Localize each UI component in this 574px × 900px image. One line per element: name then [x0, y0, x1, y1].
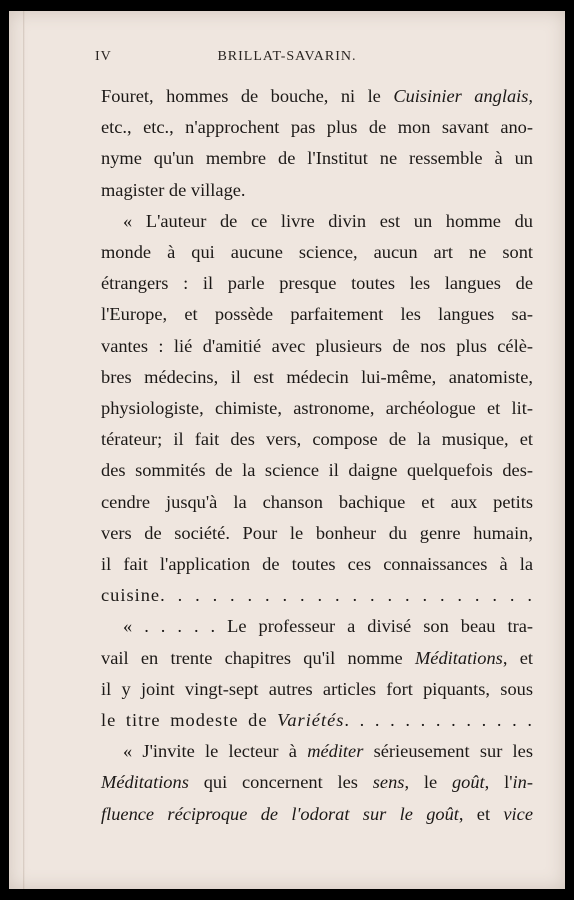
- text-line: fluence réciproque de l'odorat sur le goût, et vice: [101, 803, 533, 824]
- text-line: l'Europe, et possède parfaitement les langues sa-: [101, 304, 533, 325]
- page-fold-shadow: [23, 11, 25, 889]
- text-line: magister de village.: [101, 179, 246, 200]
- text-line: etc., etc., n'approchent pas plus de mon savant ano-: [101, 117, 533, 138]
- text-line: « L'auteur de ce livre divin est un homme du: [123, 210, 533, 231]
- running-title: BRILLAT-SAVARIN.: [217, 49, 357, 64]
- text-line: vantes : lié d'amitié avec plusieurs de nos plus célè-: [101, 335, 533, 356]
- book-page: [9, 11, 565, 889]
- text-line: nyme qu'un membre de l'Institut ne ressemble à un: [101, 148, 533, 169]
- text-line: térateur; il fait des vers, compose de la musique, et: [101, 429, 533, 450]
- text-line: il fait l'application de toutes ces connaissances à la: [101, 554, 533, 575]
- text-line: bres médecins, il est médecin lui-même, anatomiste,: [101, 366, 533, 387]
- text-line: Méditations qui concernent les sens, le goût, l'in-: [101, 772, 533, 793]
- text-line: il y joint vingt-sept autres articles fort piquants, sous: [101, 678, 533, 699]
- page-number: IV: [95, 49, 112, 64]
- text-line: cuisine. . . . . . . . . . . . . . . . . . . . . .: [101, 585, 533, 606]
- page-header: [9, 49, 565, 71]
- text-line: le titre modeste de Variétés. . . . . . . . . . . . .: [101, 710, 533, 731]
- text-line: cendre jusqu'à la chanson bachique et aux petits: [101, 491, 533, 512]
- text-line: vers de société. Pour le bonheur du genre humain,: [101, 522, 533, 543]
- text-line: monde à qui aucune science, aucun art ne sont: [101, 242, 533, 263]
- text-line: physiologiste, chimiste, astronome, archéologue et lit-: [101, 398, 533, 419]
- text-line: « . . . . . Le professeur a divisé son beau tra-: [123, 616, 533, 637]
- text-line: Fouret, hommes de bouche, ni le Cuisinier anglais,: [101, 86, 533, 106]
- body-text: [101, 81, 533, 830]
- text-line: des sommités de la science il daigne quelquefois des-: [101, 460, 533, 481]
- text-line: vail en trente chapitres qu'il nomme Méditations, et: [101, 647, 533, 668]
- text-line: « J'invite le lecteur à méditer sérieusement sur les: [123, 741, 533, 762]
- text-line: étrangers : il parle presque toutes les langues de: [101, 273, 533, 294]
